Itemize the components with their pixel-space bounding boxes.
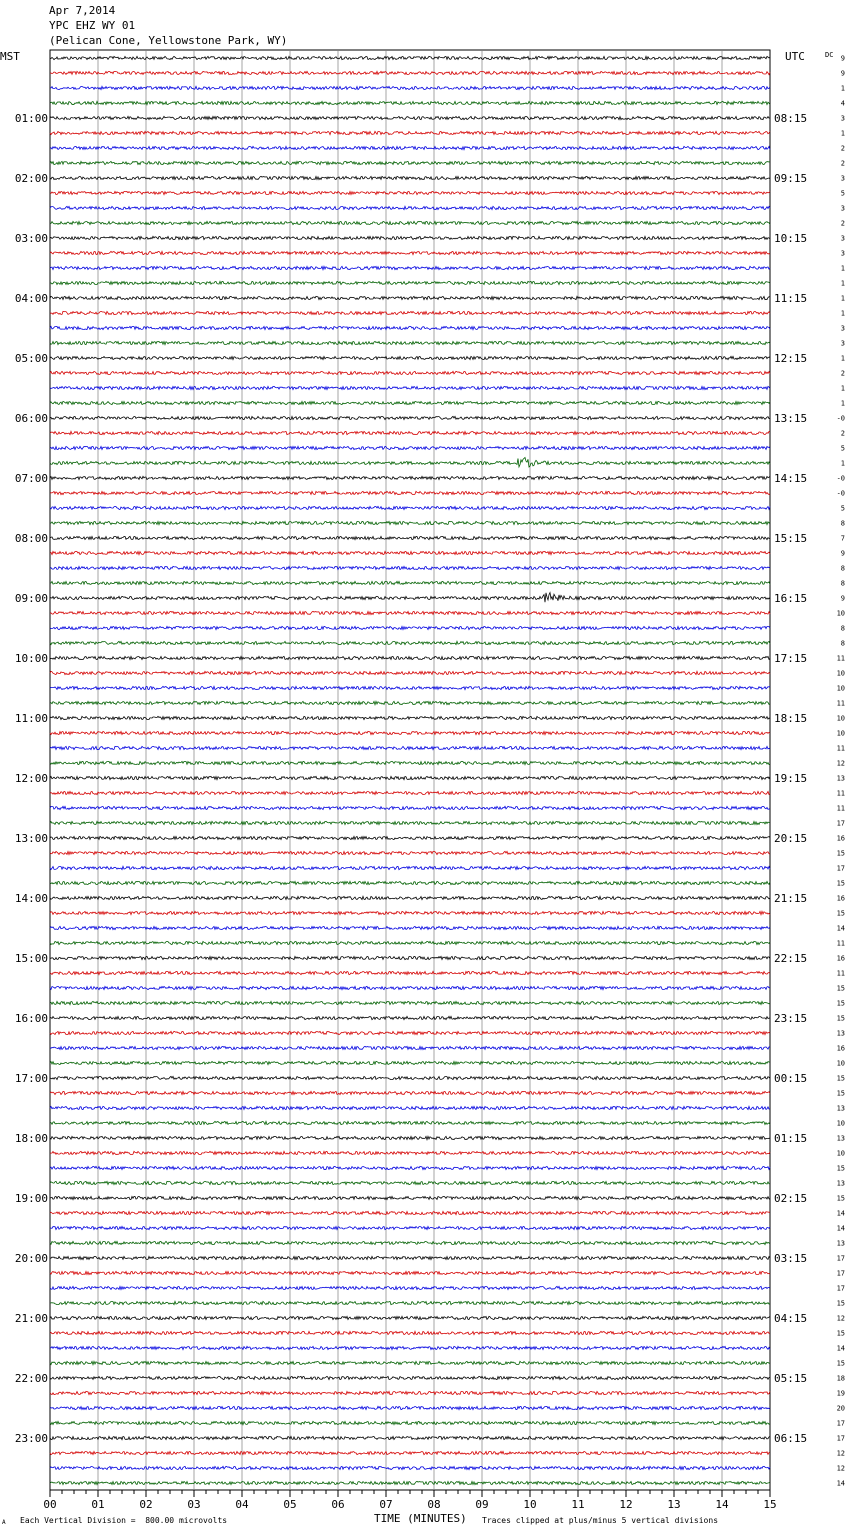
utc-hour-label: 03:15 — [774, 1252, 808, 1265]
seismic-trace — [50, 1031, 770, 1034]
seismic-trace — [50, 656, 770, 659]
x-tick-label: 11 — [571, 1498, 585, 1511]
seismic-trace — [50, 101, 770, 104]
mst-hour-label: 08:00 — [14, 532, 48, 545]
utc-hour-label: 04:15 — [774, 1312, 808, 1325]
dc-offset-label: 8 — [840, 579, 845, 588]
seismic-trace — [50, 1346, 770, 1349]
mst-hour-label: 02:00 — [14, 172, 48, 185]
x-tick-label: 14 — [715, 1498, 729, 1511]
seismic-trace — [50, 1121, 770, 1124]
x-tick-label: 03 — [187, 1498, 201, 1511]
dc-offset-label: 11 — [836, 939, 845, 948]
dc-offset-label: 15 — [836, 1164, 845, 1173]
dc-offset-label: 1 — [840, 399, 845, 408]
seismic-trace — [50, 281, 770, 284]
seismic-trace — [50, 1301, 770, 1304]
seismic-trace — [50, 626, 770, 629]
dc-offset-label: 13 — [836, 1134, 845, 1143]
dc-offset-label: 14 — [836, 1224, 845, 1233]
seismic-trace — [50, 116, 770, 119]
seismic-trace — [50, 686, 770, 689]
dc-offset-label: 5 — [840, 444, 845, 453]
dc-offset-label: 15 — [836, 1194, 845, 1203]
dc-label: DC — [825, 51, 834, 59]
x-tick-label: 08 — [427, 1498, 441, 1511]
dc-offset-label: 8 — [840, 639, 845, 648]
seismic-trace — [50, 1376, 770, 1379]
seismic-trace — [50, 131, 770, 134]
dc-offset-label: 17 — [836, 1284, 845, 1293]
mst-hour-label: 03:00 — [14, 232, 48, 245]
seismic-trace — [50, 821, 770, 824]
seismic-trace — [50, 491, 770, 494]
mst-hour-label: 17:00 — [14, 1072, 48, 1085]
seismic-trace — [50, 941, 770, 944]
utc-hour-label: 20:15 — [774, 832, 808, 845]
dc-offset-label: -0 — [836, 489, 845, 498]
dc-offset-label: 16 — [836, 834, 845, 843]
seismic-trace — [50, 146, 770, 149]
location-label: (Pelican Cone, Yellowstone Park, WY) — [49, 34, 288, 47]
seismic-trace — [50, 1091, 770, 1094]
dc-offset-label: 17 — [836, 864, 845, 873]
seismic-trace — [50, 476, 770, 479]
dc-offset-label: 5 — [840, 189, 845, 198]
seismic-trace — [50, 1226, 770, 1229]
utc-hour-label: 17:15 — [774, 652, 808, 665]
dc-offset-label: 9 — [840, 69, 845, 78]
dc-offset-label: 12 — [836, 759, 845, 768]
dc-offset-label: 15 — [836, 879, 845, 888]
dc-offset-label: 7 — [840, 534, 845, 543]
dc-offset-label: 17 — [836, 819, 845, 828]
seismic-trace — [50, 311, 770, 314]
dc-offset-label: 2 — [840, 369, 845, 378]
dc-offset-label: 17 — [836, 1419, 845, 1428]
date-label: Apr 7,2014 — [49, 4, 116, 17]
utc-hour-label: 22:15 — [774, 952, 808, 965]
mst-hour-label: 15:00 — [14, 952, 48, 965]
seismic-trace — [50, 176, 770, 179]
dc-offset-label: 1 — [840, 279, 845, 288]
utc-hour-label: 10:15 — [774, 232, 808, 245]
seismic-trace — [50, 71, 770, 74]
seismic-trace — [50, 1271, 770, 1274]
seismic-trace — [50, 593, 770, 603]
clip-note: Traces clipped at plus/minus 5 vertical divisions — [482, 1516, 719, 1525]
seismic-trace — [50, 206, 770, 209]
dc-offset-label: 2 — [840, 144, 845, 153]
seismic-trace — [50, 416, 770, 419]
seismic-trace — [50, 296, 770, 299]
utc-hour-label: 18:15 — [774, 712, 808, 725]
utc-hour-label: 08:15 — [774, 112, 808, 125]
dc-offset-label: 20 — [836, 1404, 845, 1413]
dc-offset-label: 1 — [840, 354, 845, 363]
seismic-trace — [50, 611, 770, 614]
mst-hour-label: 12:00 — [14, 772, 48, 785]
dc-offset-label: 12 — [836, 1464, 845, 1473]
seismic-trace — [50, 836, 770, 839]
seismic-trace — [50, 1436, 770, 1439]
seismic-trace — [50, 161, 770, 164]
dc-offset-label: 13 — [836, 1239, 845, 1248]
seismic-trace — [50, 926, 770, 929]
dc-offset-label: 16 — [836, 954, 845, 963]
mst-hour-label: 13:00 — [14, 832, 48, 845]
dc-offset-label: 3 — [840, 204, 845, 213]
dc-offset-label: 3 — [840, 324, 845, 333]
utc-hour-label: 19:15 — [774, 772, 808, 785]
dc-offset-label: 9 — [840, 594, 845, 603]
dc-offset-label: 15 — [836, 849, 845, 858]
dc-offset-label: 1 — [840, 384, 845, 393]
dc-offset-label: 3 — [840, 114, 845, 123]
seismic-trace — [50, 581, 770, 584]
utc-hour-label: 06:15 — [774, 1432, 808, 1445]
x-tick-label: 13 — [667, 1498, 681, 1511]
mst-hour-label: 07:00 — [14, 472, 48, 485]
seismic-trace — [50, 1001, 770, 1004]
scale-mark: A — [2, 1519, 6, 1526]
dc-offset-label: 10 — [836, 714, 845, 723]
dc-offset-label: 17 — [836, 1269, 845, 1278]
seismic-trace — [50, 566, 770, 569]
left-timezone-label: MST — [0, 50, 20, 63]
seismic-trace — [50, 806, 770, 809]
utc-hour-label: 09:15 — [774, 172, 808, 185]
dc-offset-label: 4 — [840, 99, 845, 108]
dc-offset-label: 10 — [836, 609, 845, 618]
dc-offset-label: 12 — [836, 1449, 845, 1458]
dc-offset-label: 1 — [840, 294, 845, 303]
seismic-trace — [50, 551, 770, 554]
mst-hour-label: 04:00 — [14, 292, 48, 305]
x-axis-title: TIME (MINUTES) — [374, 1512, 467, 1525]
x-tick-label: 00 — [43, 1498, 57, 1511]
station-label: YPC EHZ WY 01 — [49, 19, 136, 32]
dc-offset-label: 15 — [836, 1074, 845, 1083]
seismic-trace — [50, 851, 770, 854]
seismic-trace — [50, 1151, 770, 1154]
utc-hour-label: 02:15 — [774, 1192, 808, 1205]
seismic-trace — [50, 1046, 770, 1049]
dc-offset-label: 10 — [836, 1119, 845, 1128]
dc-offset-label: 10 — [836, 684, 845, 693]
seismic-trace — [50, 866, 770, 869]
seismic-trace — [50, 1211, 770, 1214]
mst-hour-label: 16:00 — [14, 1012, 48, 1025]
seismic-trace — [50, 701, 770, 704]
seismic-trace — [50, 1391, 770, 1394]
x-tick-label: 02 — [139, 1498, 153, 1511]
seismic-trace — [50, 1421, 770, 1424]
dc-offset-label: 14 — [836, 1209, 845, 1218]
seismic-trace — [50, 911, 770, 914]
x-tick-label: 04 — [235, 1498, 249, 1511]
seismic-trace — [50, 1196, 770, 1199]
dc-offset-label: 9 — [840, 549, 845, 558]
seismic-trace — [50, 956, 770, 959]
seismic-trace — [50, 1241, 770, 1244]
utc-hour-label: 13:15 — [774, 412, 808, 425]
seismic-trace — [50, 1256, 770, 1259]
dc-offset-label: 18 — [836, 1374, 845, 1383]
dc-offset-label: 15 — [836, 909, 845, 918]
seismic-trace — [50, 791, 770, 794]
seismic-trace — [50, 458, 770, 468]
utc-hour-label: 14:15 — [774, 472, 808, 485]
seismic-trace — [50, 326, 770, 329]
seismic-trace — [50, 1136, 770, 1139]
dc-offset-label: 13 — [836, 774, 845, 783]
seismic-trace — [50, 251, 770, 254]
seismic-trace — [50, 1016, 770, 1019]
scale-note: Each Vertical Division = 800.00 microvolts — [20, 1516, 228, 1525]
dc-offset-label: 1 — [840, 309, 845, 318]
seismic-trace — [50, 746, 770, 749]
seismic-trace — [50, 1106, 770, 1109]
dc-offset-label: 13 — [836, 1179, 845, 1188]
mst-hour-label: 10:00 — [14, 652, 48, 665]
seismic-trace — [50, 671, 770, 674]
seismic-trace — [50, 761, 770, 764]
seismic-trace — [50, 986, 770, 989]
dc-offset-label: 14 — [836, 1344, 845, 1353]
seismic-trace — [50, 266, 770, 269]
dc-offset-label: 15 — [836, 984, 845, 993]
dc-offset-label: 15 — [836, 1299, 845, 1308]
seismic-trace — [50, 356, 770, 359]
dc-offset-label: 8 — [840, 564, 845, 573]
dc-offset-label: 15 — [836, 1359, 845, 1368]
dc-offset-label: 13 — [836, 1029, 845, 1038]
seismic-trace — [50, 1166, 770, 1169]
dc-offset-label: 1 — [840, 84, 845, 93]
mst-hour-label: 05:00 — [14, 352, 48, 365]
dc-offset-label: 15 — [836, 1329, 845, 1338]
seismic-trace — [50, 1361, 770, 1364]
seismic-trace — [50, 896, 770, 899]
seismic-trace — [50, 341, 770, 344]
dc-offset-label: 3 — [840, 174, 845, 183]
seismic-trace — [50, 56, 770, 59]
dc-offset-label: -0 — [836, 474, 845, 483]
dc-offset-label: 2 — [840, 429, 845, 438]
seismic-trace — [50, 506, 770, 509]
seismic-trace — [50, 191, 770, 194]
x-tick-label: 10 — [523, 1498, 537, 1511]
dc-offset-label: 12 — [836, 1314, 845, 1323]
dc-offset-label: 17 — [836, 1434, 845, 1443]
utc-hour-label: 15:15 — [774, 532, 808, 545]
x-tick-label: 12 — [619, 1498, 633, 1511]
right-timezone-label: UTC — [785, 50, 805, 63]
x-tick-label: 15 — [763, 1498, 777, 1511]
mst-hour-label: 06:00 — [14, 412, 48, 425]
dc-offset-label: 1 — [840, 129, 845, 138]
dc-offset-label: 10 — [836, 729, 845, 738]
seismic-trace — [50, 1331, 770, 1334]
mst-hour-label: 22:00 — [14, 1372, 48, 1385]
dc-offset-label: 16 — [836, 1044, 845, 1053]
x-tick-label: 09 — [475, 1498, 489, 1511]
x-tick-label: 01 — [91, 1498, 105, 1511]
dc-offset-label: 3 — [840, 339, 845, 348]
seismic-trace — [50, 1061, 770, 1064]
seismic-trace — [50, 431, 770, 434]
seismic-trace — [50, 881, 770, 884]
mst-hour-label: 18:00 — [14, 1132, 48, 1145]
mst-hour-label: 11:00 — [14, 712, 48, 725]
mst-hour-label: 01:00 — [14, 112, 48, 125]
x-tick-label: 05 — [283, 1498, 297, 1511]
dc-offset-label: 9 — [840, 54, 845, 63]
mst-hour-label: 19:00 — [14, 1192, 48, 1205]
dc-offset-label: 10 — [836, 669, 845, 678]
dc-offset-label: 8 — [840, 624, 845, 633]
utc-hour-label: 23:15 — [774, 1012, 808, 1025]
dc-offset-label: 16 — [836, 894, 845, 903]
seismic-trace — [50, 1466, 770, 1469]
dc-offset-label: 15 — [836, 1089, 845, 1098]
utc-hour-label: 16:15 — [774, 592, 808, 605]
utc-hour-label: 21:15 — [774, 892, 808, 905]
seismic-trace — [50, 386, 770, 389]
dc-offset-label: 14 — [836, 1479, 845, 1488]
dc-offset-label: 5 — [840, 504, 845, 513]
x-tick-label: 07 — [379, 1498, 393, 1511]
dc-offset-label: 11 — [836, 804, 845, 813]
seismic-trace — [50, 776, 770, 779]
seismic-trace — [50, 446, 770, 449]
dc-offset-label: 2 — [840, 159, 845, 168]
dc-offset-label: 3 — [840, 249, 845, 258]
seismic-trace — [50, 971, 770, 974]
utc-hour-label: 00:15 — [774, 1072, 808, 1085]
utc-hour-label: 12:15 — [774, 352, 808, 365]
dc-offset-label: 11 — [836, 654, 845, 663]
seismic-trace — [50, 536, 770, 539]
mst-hour-label: 14:00 — [14, 892, 48, 905]
dc-offset-label: 1 — [840, 264, 845, 273]
seismic-trace — [50, 1076, 770, 1079]
dc-offset-label: 15 — [836, 999, 845, 1008]
seismic-trace — [50, 521, 770, 524]
seismic-trace — [50, 401, 770, 404]
dc-offset-label: 11 — [836, 744, 845, 753]
seismic-trace — [50, 716, 770, 719]
dc-offset-label: 17 — [836, 1254, 845, 1263]
dc-offset-label: 11 — [836, 969, 845, 978]
seismic-trace — [50, 1406, 770, 1409]
seismic-trace — [50, 371, 770, 374]
seismic-trace — [50, 1451, 770, 1454]
seismic-trace — [50, 731, 770, 734]
seismic-trace — [50, 641, 770, 644]
utc-hour-label: 05:15 — [774, 1372, 808, 1385]
dc-offset-label: 3 — [840, 234, 845, 243]
mst-hour-label: 20:00 — [14, 1252, 48, 1265]
utc-hour-label: 11:15 — [774, 292, 808, 305]
dc-offset-label: 2 — [840, 219, 845, 228]
dc-offset-label: 11 — [836, 699, 845, 708]
dc-offset-label: -0 — [836, 414, 845, 423]
dc-offset-label: 11 — [836, 789, 845, 798]
utc-hour-label: 01:15 — [774, 1132, 808, 1145]
dc-offset-label: 19 — [836, 1389, 845, 1398]
mst-hour-label: 23:00 — [14, 1432, 48, 1445]
dc-offset-label: 8 — [840, 519, 845, 528]
mst-hour-label: 09:00 — [14, 592, 48, 605]
mst-hour-label: 21:00 — [14, 1312, 48, 1325]
dc-offset-label: 1 — [840, 459, 845, 468]
seismic-trace — [50, 86, 770, 89]
dc-offset-label: 13 — [836, 1104, 845, 1113]
dc-offset-label: 10 — [836, 1149, 845, 1158]
x-tick-label: 06 — [331, 1498, 345, 1511]
seismic-trace — [50, 221, 770, 224]
seismic-trace — [50, 1286, 770, 1289]
dc-offset-label: 10 — [836, 1059, 845, 1068]
seismic-trace — [50, 1481, 770, 1484]
dc-offset-label: 14 — [836, 924, 845, 933]
seismic-trace — [50, 236, 770, 239]
dc-offset-label: 15 — [836, 1014, 845, 1023]
seismic-trace — [50, 1316, 770, 1319]
seismic-trace — [50, 1181, 770, 1184]
